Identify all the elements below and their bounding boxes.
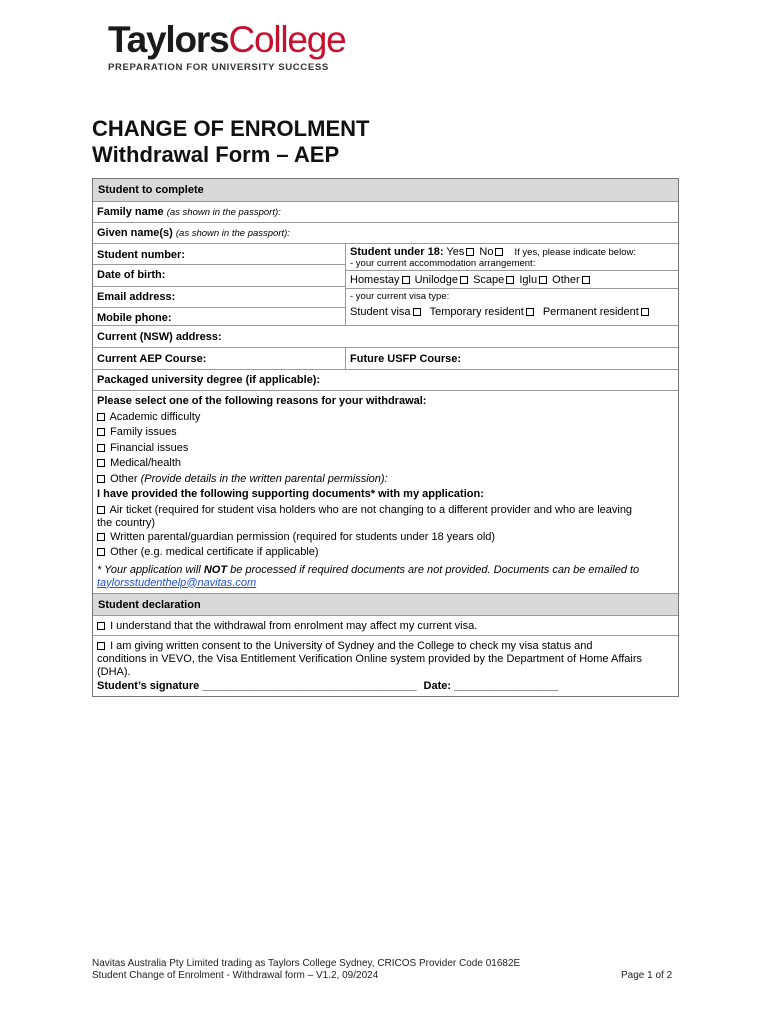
documents-note [97, 564, 674, 590]
reason-other-checkbox[interactable] [97, 475, 105, 483]
reason-family-label: Family issues [110, 426, 177, 438]
family-name-label: Family name [97, 206, 164, 218]
reason-financial-label: Financial issues [110, 441, 189, 454]
visa-student-checkbox[interactable] [413, 308, 421, 316]
visa-student-label: Student visa [350, 306, 411, 318]
mobile-phone-field[interactable]: Mobile phone: [97, 312, 172, 324]
help-email-link[interactable]: taylorsstudenthelp@navitas.com [97, 576, 257, 589]
accommodation-iglu-label: Iglu [519, 274, 538, 286]
reason-family[interactable] [97, 425, 674, 441]
if-yes-note: If yes, please indicate below: [514, 247, 636, 258]
footer-line-2: Student Change of Enrolment - Withdrawal form – V1.2, 09/2024 [92, 970, 379, 981]
logo-wordmark [108, 20, 346, 60]
accommodation-homestay-checkbox[interactable] [402, 276, 410, 284]
doc-parental-checkbox[interactable] [97, 533, 105, 541]
reason-medical-label: Medical/health [110, 457, 181, 469]
logo-tagline: PREPARATION FOR UNIVERSITY SUCCESS [108, 62, 329, 73]
title-line-2: Withdrawal Form – AEP [92, 142, 340, 167]
documents-title: I have provided the following supporting documents* with my application: [97, 488, 484, 500]
declaration-vevo[interactable] [93, 635, 678, 696]
family-name-note: (as shown in the passport): [166, 207, 281, 218]
visa-permanent-label: Permanent resident [542, 306, 639, 318]
visa-temporary-checkbox[interactable] [526, 308, 534, 316]
email-field[interactable]: Email address: [93, 287, 345, 308]
under18-no-checkbox[interactable] [495, 248, 503, 256]
declaration-visa[interactable] [93, 615, 678, 635]
reason-other[interactable] [97, 472, 674, 488]
doc-other-checkbox[interactable] [97, 548, 105, 556]
reason-academic[interactable] [97, 410, 674, 426]
declaration-visa-checkbox[interactable] [97, 622, 105, 630]
doc-air-ticket-cont: the country) [97, 516, 156, 529]
logo-brand-taylors: Taylors [108, 19, 229, 60]
given-names-note: (as shown in the passport): [175, 228, 290, 239]
under18-block [346, 244, 678, 325]
reason-academic-label: Academic difficulty [109, 410, 201, 423]
packaged-degree-field[interactable]: Packaged university degree (if applicable): [93, 369, 678, 390]
footer [92, 958, 520, 982]
accommodation-options [346, 271, 678, 289]
accommodation-unilodge-checkbox[interactable] [460, 276, 468, 284]
doc-air-ticket-checkbox[interactable] [97, 506, 105, 514]
nsw-address-field[interactable]: Current (NSW) address: [93, 325, 678, 347]
personal-details-left [93, 244, 346, 325]
reason-other-label: Other [110, 472, 138, 485]
given-names-label: Given name(s) [97, 227, 173, 239]
doc-other[interactable] [97, 545, 674, 561]
given-names-field[interactable] [93, 222, 678, 243]
accommodation-iglu-checkbox[interactable] [539, 276, 547, 284]
reason-financial-checkbox[interactable] [97, 444, 105, 452]
accommodation-note: - your current accommodation arrangement: [346, 258, 678, 271]
reasons-title: Please select one of the following reasons for your withdrawal: [97, 395, 427, 407]
taylors-college-logo [108, 20, 346, 73]
reason-medical-checkbox[interactable] [97, 459, 105, 467]
under18-no-label: No [479, 246, 494, 258]
declaration-vevo-line-1 [97, 640, 674, 653]
note-part-1: * Your application will [97, 563, 204, 576]
doc-air-ticket-label: Air ticket (required for student visa holders who are not changing to a different provider and who are leaving [109, 503, 633, 516]
page-number: Page 1 of 2 [621, 970, 673, 981]
declaration-vevo-text-1: I am giving written consent to the University of Sydney and the College to check my visa status and [110, 639, 593, 652]
visa-permanent-checkbox[interactable] [641, 308, 649, 316]
visa-temporary-label: Temporary resident [429, 306, 524, 318]
note-part-2: be processed if required documents are not provided. Documents can be emailed to [227, 563, 640, 576]
under18-yes-checkbox[interactable] [466, 248, 474, 256]
family-name-field[interactable] [93, 201, 678, 222]
accommodation-other-checkbox[interactable] [582, 276, 590, 284]
reason-financial[interactable] [97, 441, 674, 457]
accommodation-other-label: Other [552, 274, 580, 286]
declaration-vevo-text-2: conditions in VEVO, the Visa Entitlement Verification Online system provided by the Department of Home Affairs [97, 652, 642, 665]
current-course-field[interactable]: Current AEP Course: [93, 348, 346, 369]
doc-other-label: Other (e.g. medical certificate if applicable) [110, 546, 319, 558]
declaration-vevo-checkbox[interactable] [97, 642, 105, 650]
reason-academic-checkbox[interactable] [97, 413, 105, 421]
section-header-declaration: Student declaration [93, 593, 678, 615]
doc-air-ticket[interactable] [97, 503, 674, 516]
under18-yes-label: Yes [446, 246, 465, 258]
accommodation-scape-label: Scape [473, 274, 505, 286]
under18-label: Student under 18: [350, 246, 444, 258]
course-row [93, 347, 678, 369]
accommodation-unilodge-label: Unilodge [414, 274, 459, 286]
accommodation-scape-checkbox[interactable] [506, 276, 514, 284]
reason-medical[interactable] [97, 456, 674, 472]
visa-note: - your current visa type: [350, 291, 450, 302]
reason-family-checkbox[interactable] [97, 428, 105, 436]
under18-row [346, 244, 678, 258]
reason-other-note: (Provide details in the written parental permission): [140, 472, 388, 485]
personal-details-block [93, 243, 678, 325]
withdrawal-reasons-block [93, 390, 678, 593]
signature-row[interactable] [97, 680, 674, 693]
withdrawal-form [92, 178, 679, 697]
note-not: NOT [203, 563, 228, 576]
future-course-field[interactable]: Future USFP Course: [350, 353, 462, 365]
doc-parental[interactable] [97, 530, 674, 546]
date-of-birth-field[interactable]: Date of birth: [93, 265, 345, 287]
page-title [92, 116, 369, 168]
footer-line-1: Navitas Australia Pty Limited trading as Taylors College Sydney, CRICOS Provider Code 01682E [92, 958, 521, 969]
logo-brand-college: College [228, 19, 346, 60]
student-number-field[interactable]: Student number: [93, 244, 345, 265]
doc-parental-label: Written parental/guardian permission (required for students under 18 years old) [110, 530, 496, 543]
title-line-1: CHANGE OF ENROLMENT [92, 116, 370, 141]
section-header-student: Student to complete [93, 179, 678, 201]
declaration-visa-label: I understand that the withdrawal from enrolment may affect my current visa. [110, 619, 478, 632]
signature-field[interactable]: Student’s signature ___________________________________ [97, 679, 417, 692]
signature-date-field[interactable]: Date: _________________ [423, 679, 559, 692]
accommodation-homestay-label: Homestay [350, 274, 400, 286]
declaration-vevo-text-3: (DHA). [97, 665, 131, 678]
visa-options [346, 303, 678, 323]
